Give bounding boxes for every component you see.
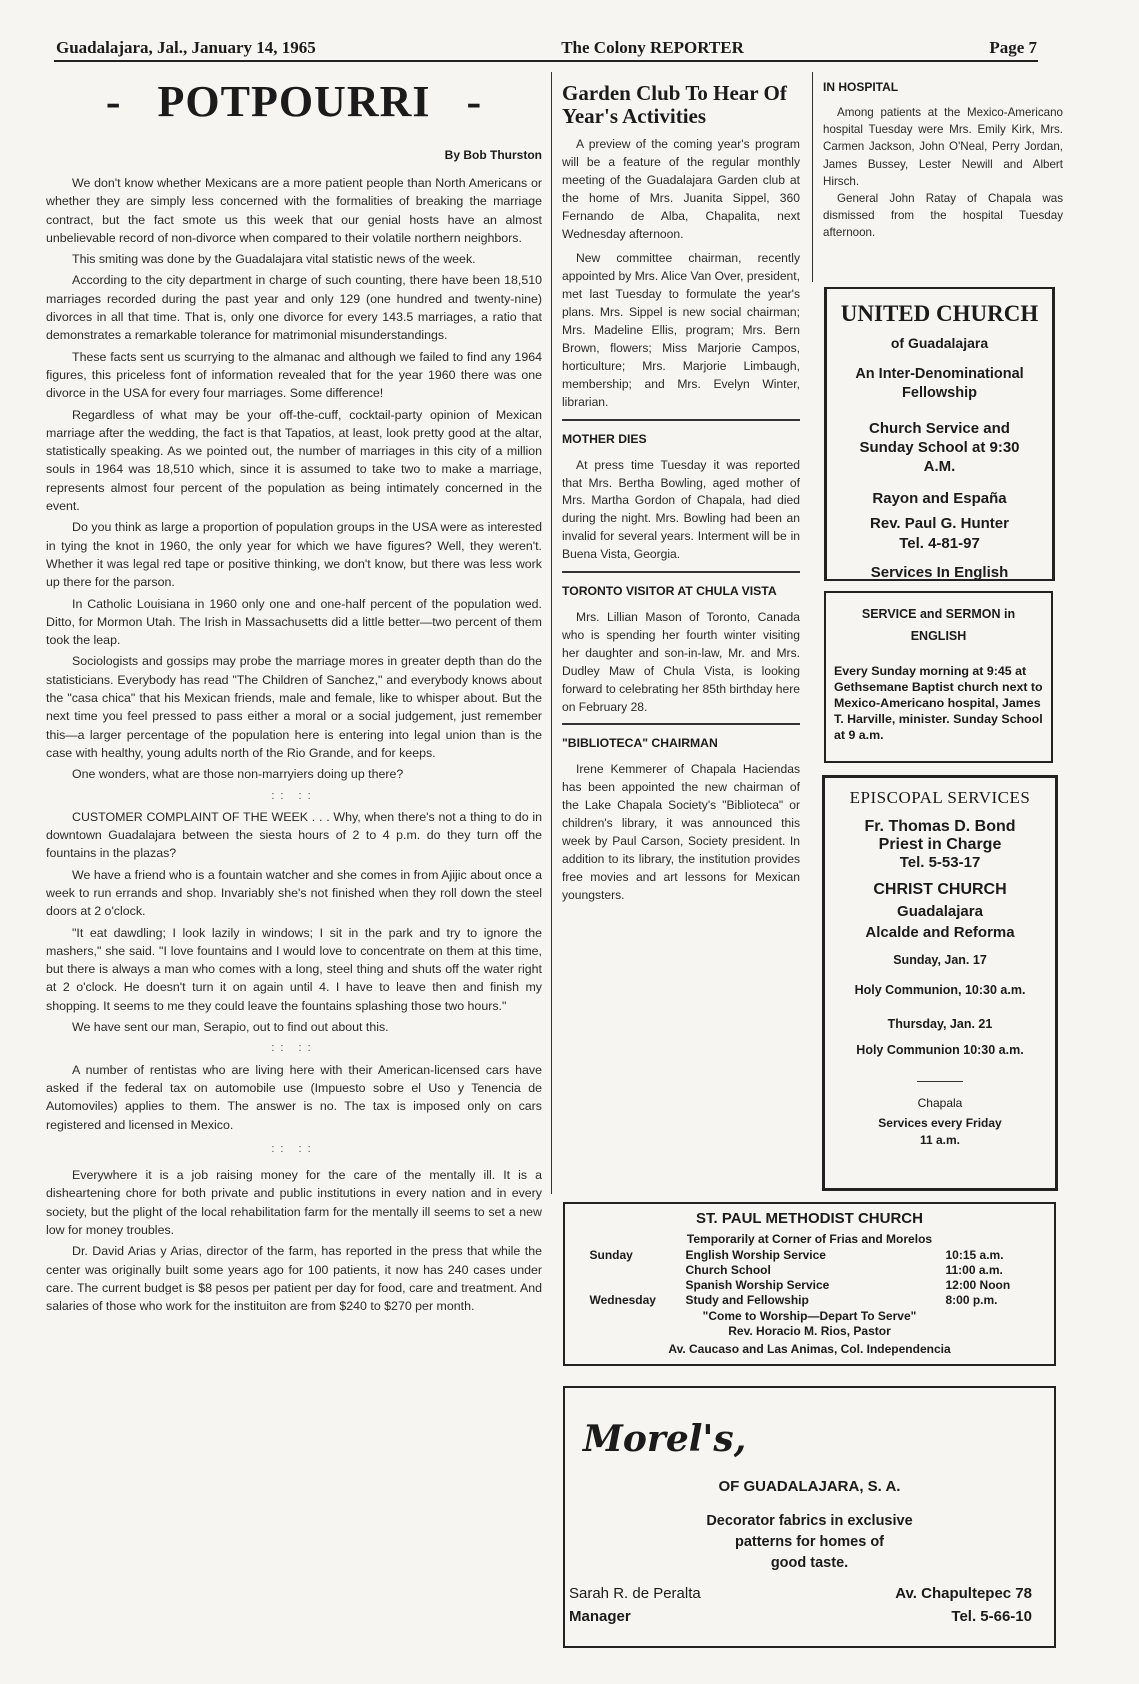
paragraph: New committee chairman, recently appointed by Mrs. Alice Van Over, president, met last Tuesday to formulate the year's plans. Mrs. Sippel is new social chairman; Mrs. Madeline Ellis, program; Mrs. Bern Brown, flowers; Miss Marjorie Campos, horticulture; Mrs. Marjorie Limbaugh, membership; and Mrs. Evelyn Winter, librarian. bbox=[562, 251, 800, 409]
united-church-phone: Tel. 4-81-97 bbox=[899, 535, 980, 552]
united-church-title: UNITED CHURCH bbox=[840, 301, 1039, 326]
sermon-english-ad bbox=[824, 591, 1053, 763]
header-rule bbox=[54, 60, 1038, 62]
paragraph: Do you think as large a proportion of population groups in the USA were as interested in tying the knot in 1960, the only year for which we have figures? Well, they weren't. Whether it was legal red tape or positive thinking, we don't know, but there was less work up there for the parson. bbox=[46, 520, 542, 590]
paragraph: At press time Tuesday it was reported that Mrs. Bertha Bowling, aged mother of Mrs. Martha Gordon of Chapala, had died during the night. Mrs. Bowling had been an invalid for several years. Interment will be in Buena Vista, Georgia. bbox=[562, 457, 800, 562]
paragraph: We have a friend who is a fountain watcher and she comes in from Ajijic about once a week to run errands and shop. Invariably she's not finished when they roll down the steel doors at 2 o'clock. bbox=[46, 867, 542, 919]
episcopal-phone: Tel. 5-53-17 bbox=[899, 854, 981, 871]
mother-dies-headline: MOTHER DIES bbox=[562, 431, 647, 446]
potpourri-body bbox=[46, 174, 542, 1316]
morels-tagline-3: good taste. bbox=[770, 1555, 849, 1571]
st-paul-title: ST. PAUL METHODIST CHURCH bbox=[696, 1210, 923, 1227]
header-dateline: Guadalajara, Jal., January 14, 1965 bbox=[56, 38, 316, 57]
header-masthead: The Colony REPORTER bbox=[561, 38, 744, 57]
st-paul-methodist-ad bbox=[563, 1202, 1056, 1366]
paragraph: We have sent our man, Serapio, out to find out about this. bbox=[72, 1020, 389, 1035]
episcopal-priest-role: Priest in Charge bbox=[878, 836, 1002, 853]
right-column bbox=[823, 80, 1063, 242]
paragraph: General John Ratay of Chapala was dismissed from the hospital Tuesday afternoon. bbox=[823, 192, 1063, 240]
episcopal-priest: Fr. Thomas D. Bond bbox=[864, 818, 1016, 835]
united-church-pastor: Rev. Paul G. Hunter bbox=[870, 515, 1009, 532]
episcopal-title: EPISCOPAL SERVICES bbox=[849, 788, 1031, 807]
morels-ad bbox=[563, 1386, 1056, 1648]
schedule-row: Wednesday Study and Fellowship 8:00 p.m. bbox=[589, 1293, 998, 1307]
garden-club-headline: Garden Club To Hear Of Year's Activities bbox=[562, 81, 787, 128]
paragraph: A number of rentistas who are living here with their American-licensed cars have asked if the federal tax on automobile use (Impuesto sobre el Uso y Tenencia de Automoviles) applies to them. The answer is no. The tax is imposed only on cars registered and licensed in Mexico. bbox=[46, 1062, 542, 1132]
morels-tagline-1: Decorator fabrics in exclusive bbox=[706, 1513, 913, 1529]
st-paul-pastor: Rev. Horacio M. Rios, Pastor bbox=[728, 1324, 891, 1338]
paragraph: A preview of the coming year's program will be a feature of the regular monthly meeting of the Guadalajara Garden club at the home of Mrs. Juanita Sippel, 360 Fernando de Alba, Chapalita, next Wednesday afternoon. bbox=[562, 137, 800, 241]
service-date-thursday: Thursday, Jan. 21 bbox=[887, 1017, 993, 1031]
mother-dies-article bbox=[562, 457, 800, 564]
header-page-number: Page 7 bbox=[989, 38, 1037, 57]
united-church-service: Church Service and Sunday School at 9:30 A.M. bbox=[859, 420, 1020, 475]
middle-column bbox=[562, 82, 800, 912]
schedule-row: Sunday English Worship Service 10:15 a.m. bbox=[589, 1248, 1004, 1262]
christ-church-title: CHRIST CHURCH bbox=[873, 881, 1007, 898]
paragraph: Irene Kemmerer of Chapala Haciendas has been appointed the new chairman of the Lake Chapala Society's "Biblioteca" or children's library, it was announced this week by Paul Carson, Society president. In addition to its library, the institution provides free movies and art lessons for Mexican youngsters. bbox=[562, 762, 800, 902]
hospital-headline: IN HOSPITAL bbox=[823, 80, 899, 94]
divider bbox=[917, 1081, 963, 1082]
section-separator: :: :: bbox=[271, 789, 317, 802]
article-rule bbox=[562, 723, 800, 725]
paragraph: According to the city department in charge of such counting, there have been 18,510 marriages recorded during the past year and only 129 (one hundred and twenty-nine) divorces in all that time. That is, only one divorce for every 143.5 marriages, a ratio that demonstrates a remarkable tolerance for matrimonial misunderstandings. bbox=[46, 273, 542, 343]
paragraph: Among patients at the Mexico-Americano hospital Tuesday were Mrs. Emily Kirk, Mrs. Carmen Jackson, John O'Neal, Perry Jordan, James Bussey, Lester Newill and Albert Hirsch. bbox=[823, 106, 1063, 188]
toronto-visitor-article bbox=[562, 609, 800, 716]
paragraph: Everywhere it is a job raising money for the care of the mentally ill. It is a disheartening chore for both private and public institutions in every nation and in every society, but the plight of the local rehabilitation farm for the mentally ill seems to set a new low for money troubles. bbox=[46, 1168, 542, 1238]
chapala-heading: Chapala bbox=[917, 1096, 963, 1110]
chapala-time: 11 a.m. bbox=[919, 1133, 961, 1147]
page-header bbox=[56, 38, 1037, 60]
christ-church-address: Alcalde and Reforma bbox=[865, 924, 1015, 941]
biblioteca-article bbox=[562, 761, 800, 904]
st-paul-address: Av. Caucaso and Las Animas, Col. Independencia bbox=[668, 1342, 951, 1356]
potpourri-title: - POTPOURRI - bbox=[105, 77, 483, 126]
united-church-location: Rayon and España bbox=[872, 490, 1007, 507]
st-paul-location: Temporarily at Corner of Frias and Morelos bbox=[686, 1232, 933, 1246]
st-paul-schedule bbox=[590, 1248, 1030, 1308]
hospital-article bbox=[823, 104, 1063, 242]
morels-manager-name: Sarah R. de Peralta bbox=[569, 1585, 701, 1602]
section-separator: :: :: bbox=[271, 1142, 317, 1155]
paragraph: Sociologists and gossips may probe the marriage mores in greater depth than do the statisticians. Everybody has read "The Children of Sanchez," and everybody knows about the "casa chica" that his Mexican friends, male and female, like to whisper about. But the next time you feel pressed to pass either a moral or a social judgement, just remember this—a larger percentage of the population here is entering into legal union than is the case with healthy, young adults north of the Rio Grande, and for keeps. bbox=[46, 654, 542, 760]
christ-church-city: Guadalajara bbox=[897, 903, 983, 920]
paragraph: These facts sent us scurrying to the almanac and although we failed to find any 1964 figures, this priceless font of information revealed that for the year 1960 there was one divorce in the USA for every four marriages. Some difference! bbox=[46, 349, 542, 401]
biblioteca-headline: "BIBLIOTECA" CHAIRMAN bbox=[562, 736, 718, 751]
schedule-row: Spanish Worship Service 12:00 Noon bbox=[685, 1278, 1011, 1292]
schedule-row: Church School 11:00 a.m. bbox=[685, 1263, 1003, 1277]
paragraph: Mrs. Lillian Mason of Toronto, Canada who is spending her fourth winter visiting her daughter and son-in-law, Mr. and Mrs. Dudley Maw of Chula Vista, is looking forward to celebrating her 85th birthday here on February 28. bbox=[562, 610, 800, 714]
potpourri-byline: By Bob Thurston bbox=[444, 148, 542, 162]
united-church-subtitle: of Guadalajara bbox=[890, 335, 989, 351]
paragraph: Dr. David Arias y Arias, director of the farm, has reported in the press that while the center was originally built some years ago for 100 patients, it now has 240 cases under care. The current budget is $8 pesos per patient per day for food, care and treatment. And salaries of those who work for the instituiton are from $240 to $270 per month. bbox=[46, 1244, 542, 1314]
sermon-box-text: Every Sunday morning at 9:45 at Gethsemane Baptist church next to Mexico-Americano hospital, James T. Harville, minister. Sunday School at 9 a.m. bbox=[834, 664, 1043, 742]
episcopal-services-ad bbox=[822, 775, 1058, 1191]
paragraph: Regardless of what may be your off-the-cuff, cocktail-party opinion of Mexican marriage after the wedding, the fact is that Tapatios, at least, look pretty good at the altar, statistically speaking. As we pointed out, the number of marriages in this city of a million souls in 1964 was 18,510 which, since it is assumed to take two to make a marriage, represents almost four percent of the population as being intimately concerned in the event. bbox=[46, 407, 542, 514]
potpourri-column bbox=[46, 76, 542, 1319]
section-separator: :: :: bbox=[271, 1042, 317, 1055]
paragraph: One wonders, what are those non-marryiers doing up there? bbox=[72, 767, 404, 782]
paragraph: We don't know whether Mexicans are a more patient people than North Americans or whether they are simply less concerned with the formalities of breaking the marriage contract, but the fact smote us this week that our genial hosts have an almost unbelievable record of non-divorce when compared to their volatile northern neighbors. bbox=[46, 176, 542, 245]
toronto-visitor-headline: TORONTO VISITOR AT CHULA VISTA bbox=[562, 584, 777, 599]
chapala-services: Services every Friday bbox=[878, 1116, 1002, 1130]
column-divider bbox=[812, 72, 813, 282]
garden-club-article bbox=[562, 136, 800, 412]
morels-phone: Tel. 5-66-10 bbox=[951, 1608, 1032, 1625]
sermon-box-title: SERVICE and SERMON in ENGLISH bbox=[861, 607, 1016, 643]
article-rule bbox=[562, 419, 800, 421]
united-church-language: Services In English bbox=[870, 564, 1009, 581]
morels-tagline-2: patterns for homes of bbox=[734, 1534, 885, 1550]
service-sunday: Holy Communion, 10:30 a.m. bbox=[854, 983, 1026, 997]
service-date-sunday: Sunday, Jan. 17 bbox=[893, 953, 987, 967]
paragraph: "It eat dawdling; I look lazily in windows; I sit in the park and try to ignore the mashers," she said. "I love fountains and I would love to concentrate on them at this time, but there is always a man who comes with a long, steel thing and shuts off the water right at 2 o'clock. He doesn't turn it on again until 4. I have to leave then and finish my shopping. It seems to me they could leave the fountains splashing those two hours." bbox=[46, 925, 542, 1013]
paragraph: In Catholic Louisiana in 1960 only one and one-half percent of the population wed. Ditto, for Mormon Utah. The Irish in Massachusetts did a little better—two percent of them took the leap. bbox=[46, 596, 542, 648]
morels-company: OF GUADALAJARA, S. A. bbox=[718, 1478, 901, 1495]
column-divider bbox=[551, 72, 552, 1194]
st-paul-motto: "Come to Worship—Depart To Serve" bbox=[702, 1309, 917, 1323]
morels-logo: Morel's, bbox=[583, 1418, 747, 1460]
morels-address: Av. Chapultepec 78 bbox=[895, 1585, 1032, 1602]
united-church-ad bbox=[824, 287, 1055, 581]
united-church-fellowship: An Inter-Denominational Fellowship bbox=[855, 366, 1024, 401]
paragraph: This smiting was done by the Guadalajara vital statistic news of the week. bbox=[72, 252, 476, 267]
article-rule bbox=[562, 571, 800, 573]
service-thursday: Holy Communion 10:30 a.m. bbox=[856, 1043, 1024, 1057]
morels-manager-title: Manager bbox=[569, 1608, 631, 1625]
paragraph: CUSTOMER COMPLAINT OF THE WEEK . . . Why, when there's not a thing to do in downtown Guadalajara between the siesta hours of 2 to 4 p.m. do they turn off the fountains in the plazas? bbox=[46, 809, 542, 861]
